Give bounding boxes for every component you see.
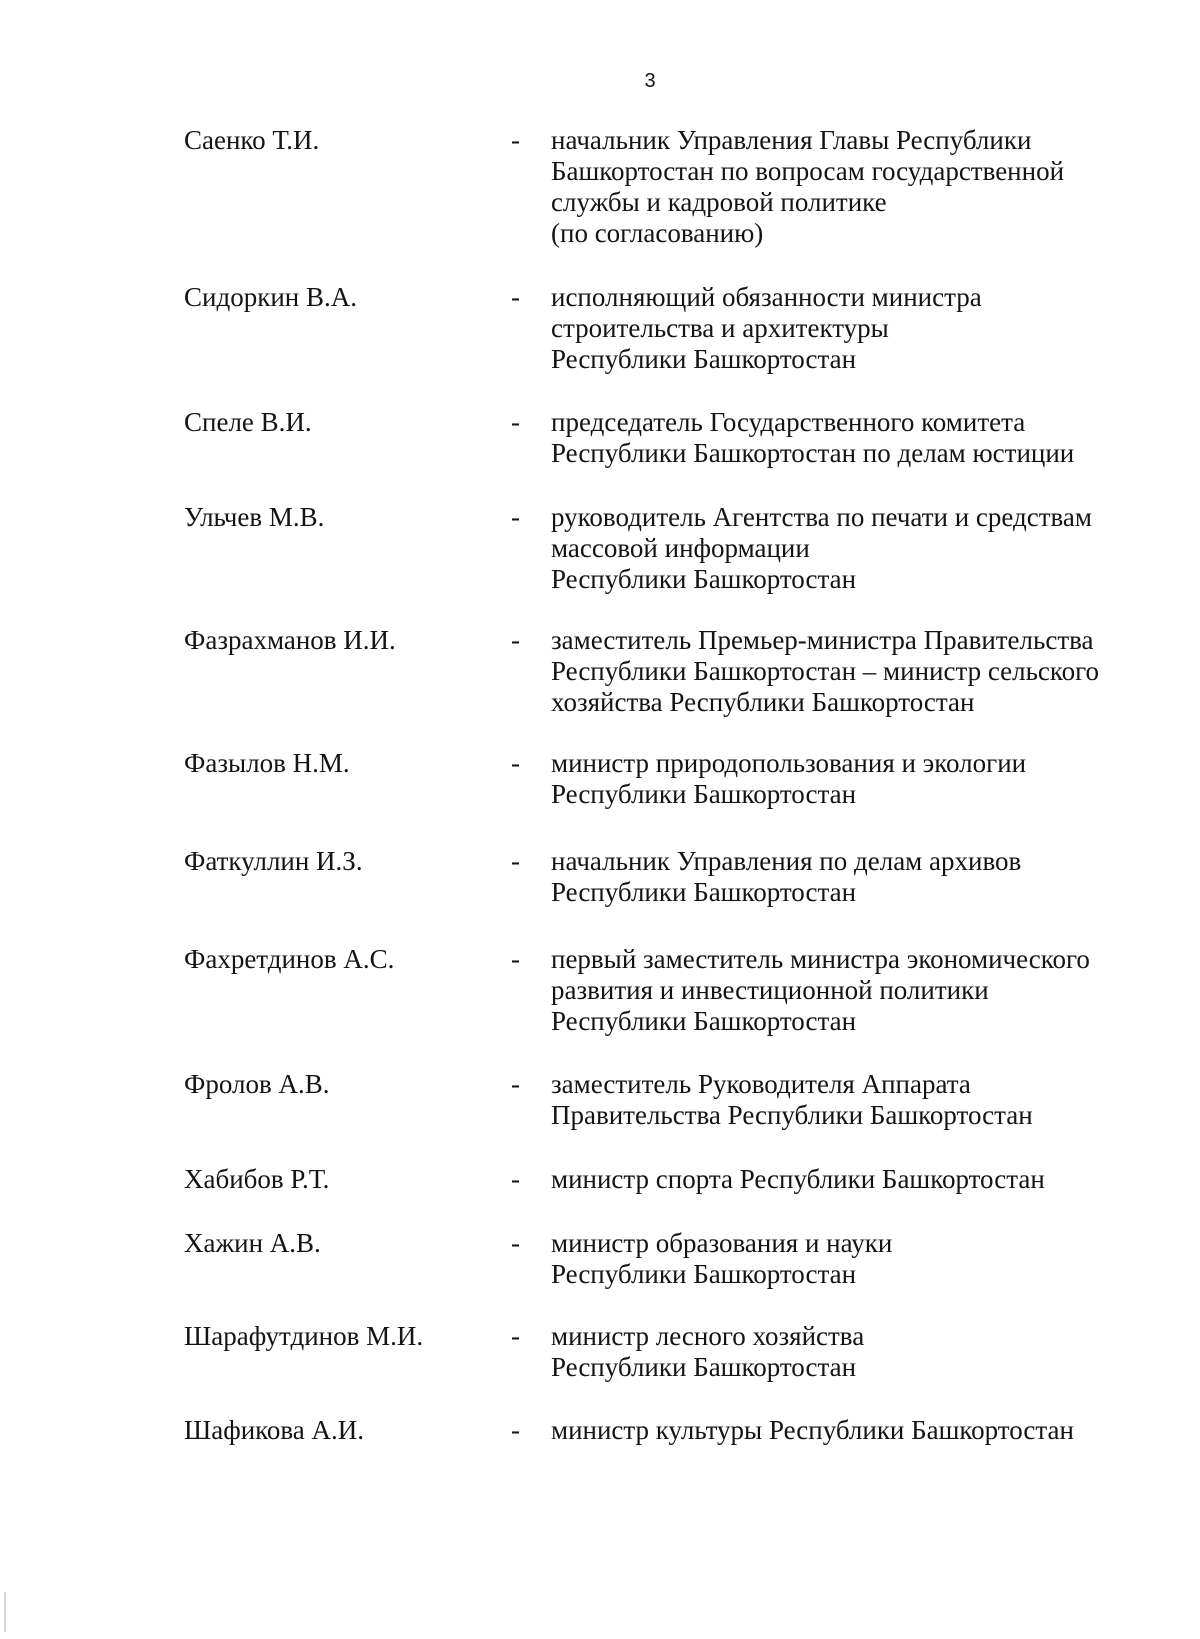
role-line: Республики Башкортостан: [551, 564, 857, 594]
entry-name: Фазрахманов И.И.: [184, 625, 396, 655]
role-line: (по согласованию): [551, 218, 764, 248]
role-line: председатель Государственного комитета: [551, 407, 1026, 437]
role-line: начальник Управления по делам архивов: [551, 846, 1022, 876]
entry-role: [551, 1321, 1171, 1383]
role-line: министр образования и науки: [551, 1228, 893, 1258]
entry-name: Фаткуллин И.З.: [184, 846, 363, 876]
role-line: Республики Башкортостан: [551, 877, 857, 907]
entry-dash: -: [511, 1228, 520, 1258]
entry-dash: -: [511, 944, 520, 974]
role-line: заместитель Руководителя Аппарата: [551, 1069, 971, 1099]
entry-name: Сидоркин В.А.: [184, 282, 357, 312]
entry-dash: -: [511, 282, 520, 312]
entry-name: Хабибов Р.Т.: [184, 1164, 330, 1194]
entry-name: Фазылов Н.М.: [184, 748, 350, 778]
entry-name: Шарафутдинов М.И.: [184, 1321, 424, 1351]
entry-name: Ульчев М.В.: [184, 502, 325, 532]
entry-dash: -: [511, 1164, 520, 1194]
role-line: Республики Башкортостан: [551, 1259, 857, 1289]
entry-dash: -: [511, 1321, 520, 1351]
role-line: Республики Башкортостан: [551, 779, 857, 809]
role-line: Республики Башкортостан по делам юстиции: [551, 438, 1075, 468]
role-line: начальник Управления Главы Республики: [551, 125, 1032, 155]
role-line: Республики Башкортостан: [551, 1352, 857, 1382]
role-line: Башкортостан по вопросам государственной: [551, 156, 1065, 186]
entry-role: [551, 407, 1171, 469]
entry-dash: -: [511, 748, 520, 778]
entry-role: [551, 846, 1171, 908]
entry-name: Хажин А.В.: [184, 1228, 321, 1258]
entry-role: [551, 1069, 1171, 1131]
role-line: хозяйства Республики Башкортостан: [551, 687, 975, 717]
role-line: министр природопользования и экологии: [551, 748, 1027, 778]
entry-name: Саенко Т.И.: [184, 125, 320, 155]
entry-dash: -: [511, 625, 520, 655]
role-line: массовой информации: [551, 533, 810, 563]
role-line: министр спорта Республики Башкортостан: [551, 1164, 1045, 1194]
entry-dash: -: [511, 502, 520, 532]
entry-dash: -: [511, 1415, 520, 1445]
entry-name: Шафикова А.И.: [184, 1415, 365, 1445]
entry-dash: -: [511, 1069, 520, 1099]
page-number: 3: [644, 70, 656, 92]
role-line: заместитель Премьер-министра Правительства: [551, 625, 1094, 655]
role-line: службы и кадровой политике: [551, 187, 887, 217]
entry-dash: -: [511, 407, 520, 437]
entry-role: [551, 502, 1171, 595]
entry-role: [551, 625, 1171, 718]
entry-role: [551, 944, 1171, 1037]
role-line: исполняющий обязанности министра: [551, 282, 982, 312]
scan-margin-mark: [4, 1592, 6, 1632]
role-line: руководитель Агентства по печати и средствам: [551, 502, 1092, 532]
entry-dash: -: [511, 125, 520, 155]
role-line: министр лесного хозяйства: [551, 1321, 865, 1351]
role-line: развития и инвестиционной политики: [551, 975, 989, 1005]
entry-role: [551, 748, 1171, 810]
entry-role: [551, 125, 1171, 249]
role-line: Республики Башкортостан: [551, 344, 857, 374]
entry-role: [551, 282, 1171, 375]
entry-name: Фахретдинов А.С.: [184, 944, 395, 974]
entry-role: [551, 1164, 1171, 1195]
entry-role: [551, 1228, 1171, 1290]
entry-name: Спеле В.И.: [184, 407, 312, 437]
role-line: Правительства Республики Башкортостан: [551, 1100, 1033, 1130]
entry-role: [551, 1415, 1171, 1446]
role-line: строительства и архитектуры: [551, 313, 889, 343]
role-line: Республики Башкортостан – министр сельского: [551, 656, 1100, 686]
role-line: министр культуры Республики Башкортостан: [551, 1415, 1074, 1445]
role-line: первый заместитель министра экономического: [551, 944, 1090, 974]
role-line: Республики Башкортостан: [551, 1006, 857, 1036]
entry-name: Фролов А.В.: [184, 1069, 330, 1099]
entry-dash: -: [511, 846, 520, 876]
